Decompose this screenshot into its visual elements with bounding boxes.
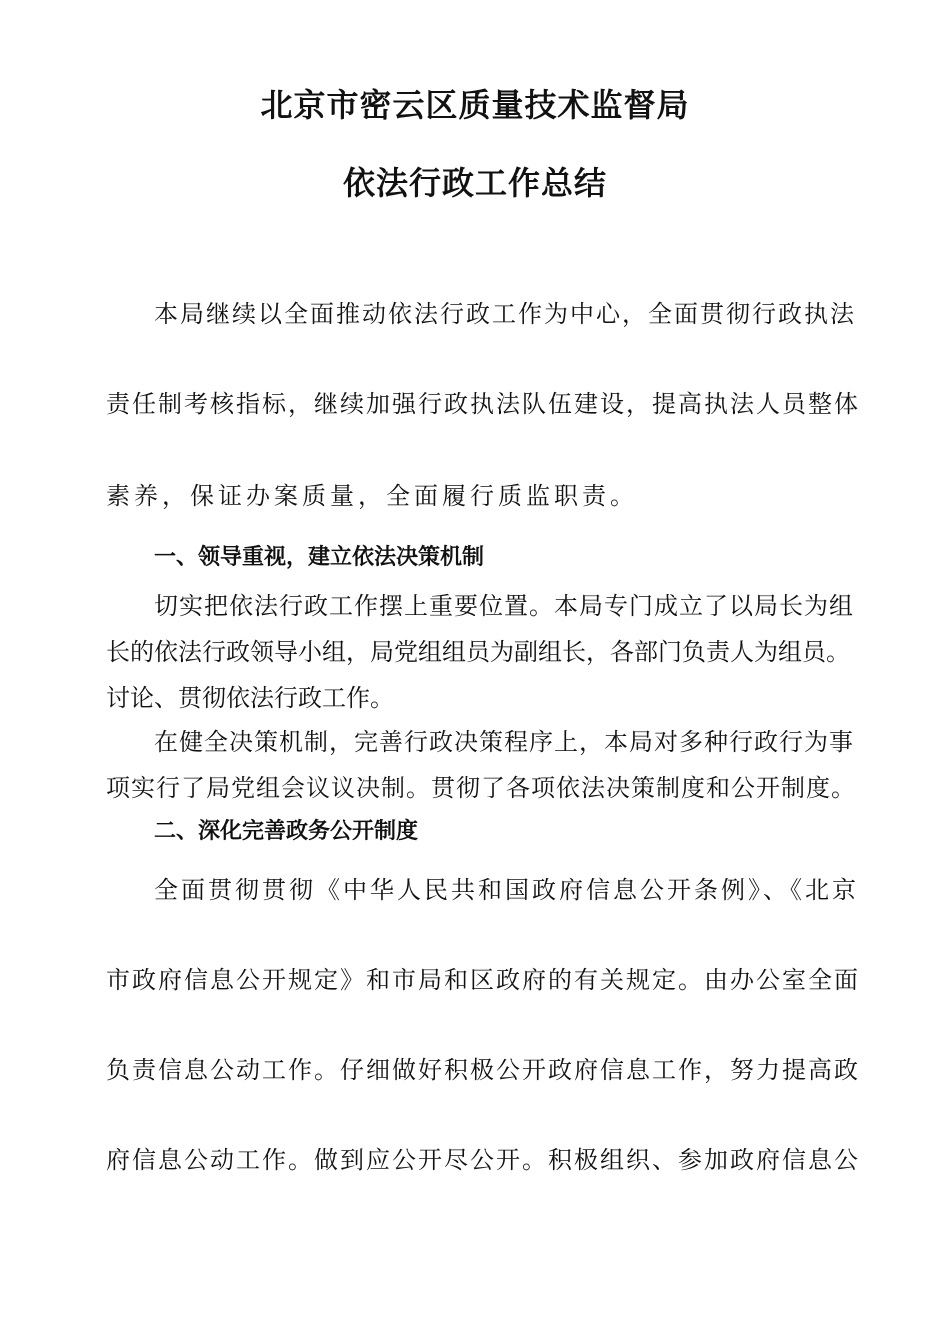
intro-line-3: 素养，保证办案质量，全面履行质监职责。 [106, 482, 638, 510]
section1-para2-line-1: 在健全决策机制，完善行政决策程序上，本局对多种行政行为事 [154, 728, 854, 756]
section1-para1-line-1: 切实把依法行政工作摆上重要位置。本局专门成立了以局长为组 [154, 592, 854, 620]
section2-para-line-3: 负责信息公动工作。仔细做好积极公开政府信息工作，努力提高政 [106, 1056, 860, 1084]
intro-line-1: 本局继续以全面推动依法行政工作为中心，全面贯彻行政执法 [154, 300, 856, 328]
section2-heading: 二、深化完善政务公开制度 [154, 819, 419, 844]
section2-para-line-4: 府信息公动工作。做到应公开尽公开。积极组织、参加政府信息公 [106, 1146, 860, 1174]
section1-para1-line-2: 长的依法行政领导小组，局党组组员为副组长，各部门负责人为组员。 [106, 638, 850, 666]
document-title-line2: 依法行政工作总结 [342, 164, 607, 202]
section2-para-line-1: 全面贯彻贯彻《中华人民共和国政府信息公开条例》、《北京 [154, 876, 859, 904]
section1-para1-line-3: 讨论、贯彻依法行政工作。 [106, 684, 394, 712]
section1-para2-line-2: 项实行了局党组会议议决制。贯彻了各项依法决策制度和公开制度。 [106, 774, 856, 802]
document-title-line1: 北京市密云区质量技术监督局 [260, 86, 690, 124]
section1-heading: 一、领导重视，建立依法决策机制 [154, 545, 485, 570]
intro-line-2: 责任制考核指标，继续加强行政执法队伍建设，提高执法人员整体 [106, 390, 860, 418]
section2-para-line-2: 市政府信息公开规定》和市局和区政府的有关规定。由办公室全面 [106, 966, 860, 994]
